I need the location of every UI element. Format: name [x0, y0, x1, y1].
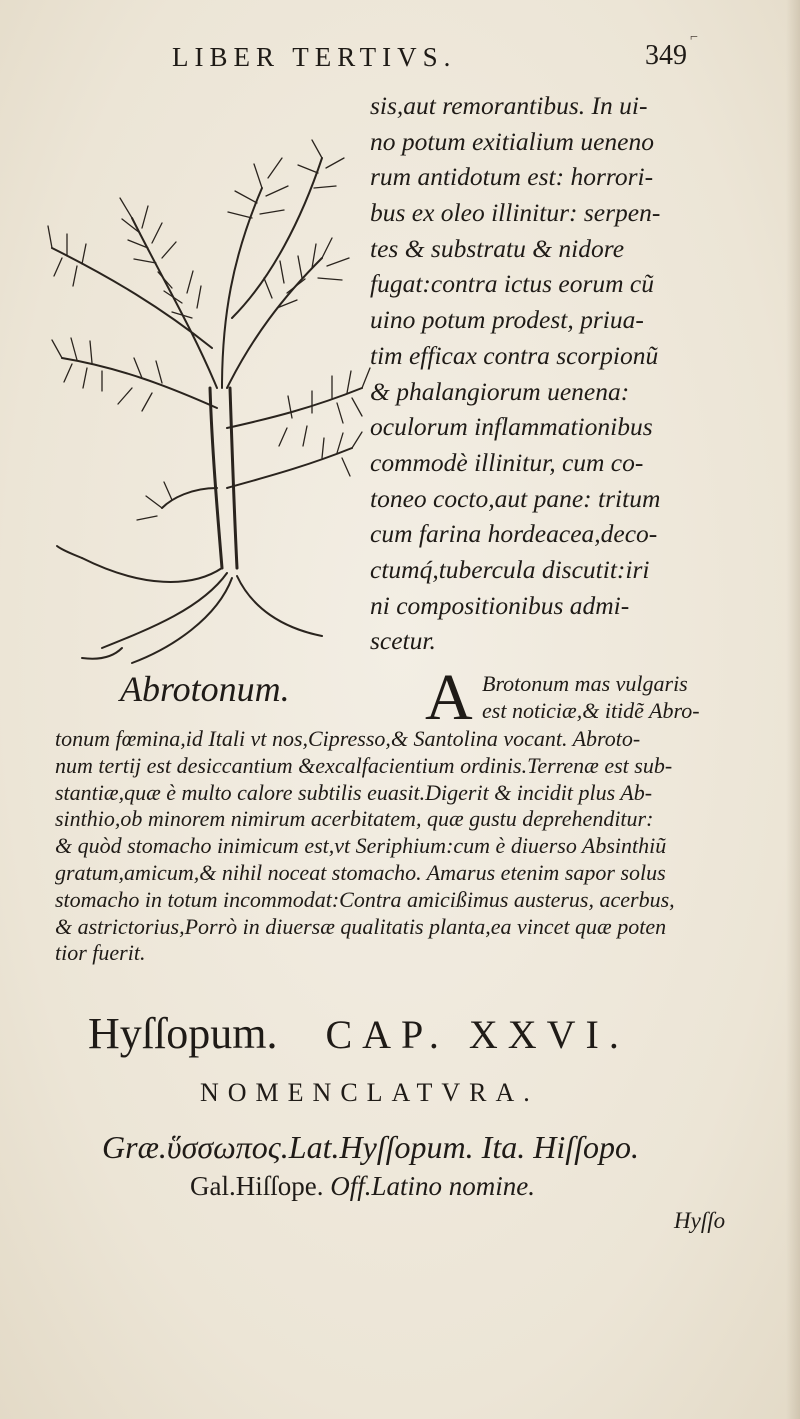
text-line: ctumq́,tubercula discutit:iri [370, 554, 650, 584]
text-line: uino potum prodest, priua- [370, 305, 644, 335]
text-line: est noticiæ,& itidẽ Abro- [482, 698, 700, 723]
text-line: tonum fœmina,id Itali vt nos,Cipresso,& Santolina vocant. Abroto- [55, 726, 641, 751]
text-line: tes & substratu & nidore [370, 233, 625, 263]
page-edge-shadow [786, 0, 800, 1419]
corner-mark: ⌐ [690, 30, 698, 45]
text-line: num tertij est desiccantium &excalfacientium ordinis.Terrenæ est sub- [55, 752, 673, 778]
text-line: & quòd stomacho inimicum est,vt Seriphium:cum è diuerso Absinthiũ [55, 833, 667, 859]
running-head [0, 30, 800, 80]
text-line: toneo cocto,aut pane: tritum [370, 483, 661, 513]
text-line: sinthio,ob minorem nimirum acerbitatem, quæ gustu deprehenditur: [55, 806, 654, 832]
text-line: oculorum inflammationibus [370, 412, 653, 442]
text-line: tim efficax contra scorpionũ [370, 340, 659, 370]
synonyms-block [102, 1127, 742, 1205]
text-line: stomacho in totum incommodat:Contra amicißimus austerus, acerbus, [55, 886, 675, 912]
nomenclatura-heading: NOMENCLATVRA. [200, 1078, 539, 1107]
synonyms-line [190, 1167, 742, 1205]
text-line: bus ex oleo illinitur: serpen- [370, 198, 661, 228]
text-line: ni compositionibus admi- [370, 590, 630, 620]
chapter-title: Hyſſopum. [88, 1009, 278, 1058]
text-line: scetur. [370, 626, 436, 656]
folio-number: 349 [645, 40, 687, 71]
text-line: cum farina hordeacea,deco- [370, 519, 658, 549]
abrotonum-plant-woodcut-icon [22, 88, 382, 678]
running-head-title: LIBER TERTIVS. [172, 42, 457, 72]
marginal-heading: Abrotonum. [120, 669, 290, 709]
text-line: Brotonum mas vulgaris [482, 671, 688, 696]
right-column-text [370, 88, 715, 659]
text-line: stantiæ,quæ è multo calore subtilis euasit.Digerit & incidit plus Ab- [55, 779, 653, 805]
text-line: rum antidotum est: horrori- [370, 162, 654, 192]
catchword: Hyſſo [674, 1208, 726, 1233]
chapter-number: CAP. XXVI. [325, 1012, 629, 1057]
text-line: commodè illinitur, cum co- [370, 447, 644, 477]
dropcap-lines [482, 670, 722, 724]
synonym-officinal: Off.Latino nomine. [323, 1171, 535, 1201]
text-line: & astrictorius,Porrò in diuersæ qualitatis planta,ea vincet quæ poten [55, 913, 667, 939]
text-line: fugat:contra ictus eorum cũ [370, 269, 654, 299]
abrotonum-paragraph [55, 726, 715, 967]
text-line: tior fuerit. [55, 940, 146, 966]
text-line: gratum,amicum,& nihil noceat stomacho. Amarus etenim sapor solus [55, 859, 666, 885]
synonym-gallic: Gal.Hiſſope. [190, 1171, 324, 1201]
chapter-heading [88, 1008, 629, 1059]
text-line: sis,aut remorantibus. In ui- [370, 91, 648, 120]
text-line: no potum exitialium ueneno [370, 126, 654, 156]
synonyms-line: Græ.ὕσσωπος.Lat.Hyſſopum. Ita. Hiſſopo. [102, 1129, 639, 1165]
text-line: & phalangiorum uenena: [370, 376, 630, 406]
drop-capital: A [425, 661, 473, 734]
